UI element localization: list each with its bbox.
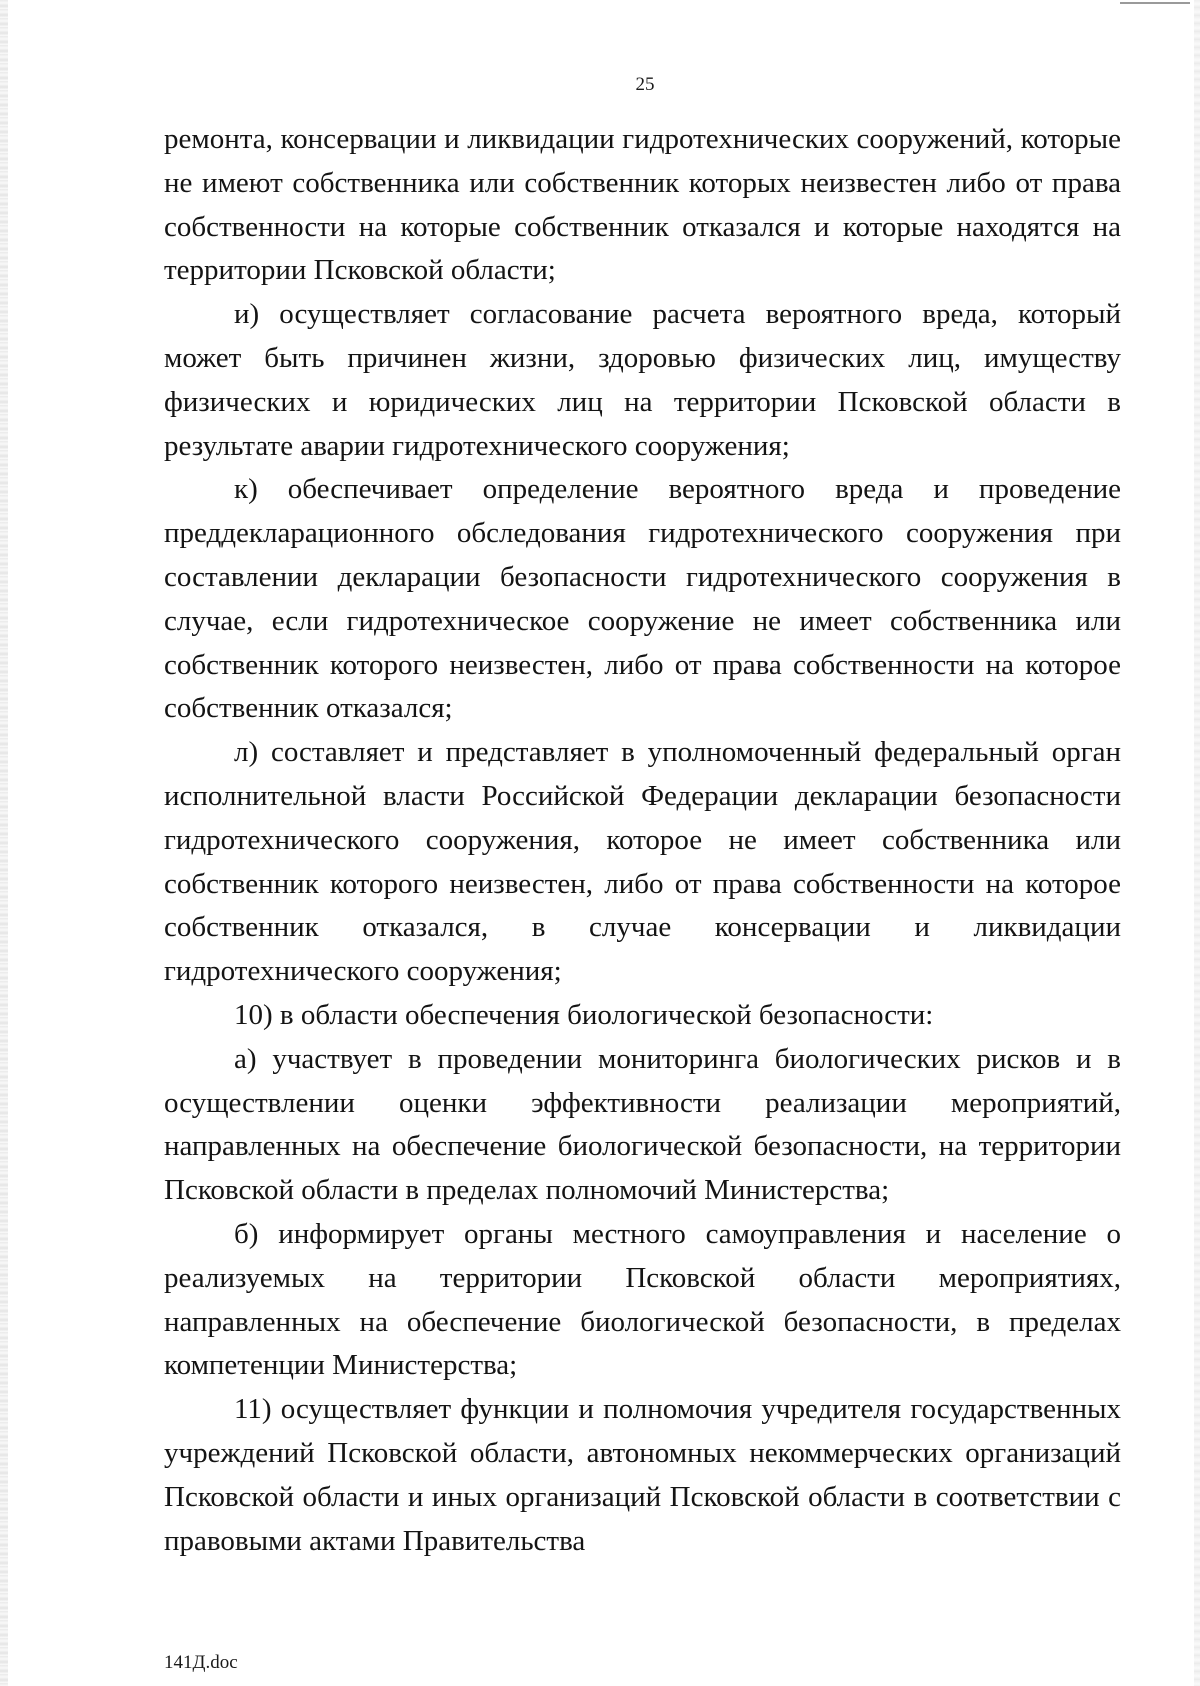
- paragraph-item-a: а) участвует в проведении мониторинга биологических рисков и в осуществлении оценки эффективности реализации мероприятий, направленных на обеспечение биологической безопасности, на территории Псковской области в пределах полномочий Министерства;: [164, 1042, 1121, 1207]
- paragraph-item-b: б) информирует органы местного самоуправления и население о реализуемых на территории Псковской области мероприятиях, направленных на обеспечение биологической безопасности, в пределах компетенции Министерства;: [164, 1217, 1121, 1382]
- document-body: [164, 118, 1121, 1563]
- footer-filename: 141Д.doc: [164, 1652, 238, 1673]
- paragraph-item-l: л) составляет и представляет в уполномоченный федеральный орган исполнительной власти Российской Федерации декларации безопасности гидротехнического сооружения, которое не имеет собственника или собственник которого неизвестен, либо от права собственности на которое собственник отказался, в случае консервации и ликвидации гидротехнического сооружения;: [164, 736, 1121, 988]
- page-number: 25: [635, 74, 655, 95]
- paragraph-continuation: ремонта, консервации и ликвидации гидротехнических сооружений, которые не имеют собственника или собственник которых неизвестен либо от права собственности на которые собственник отказался и которые находятся на территории Псковской области;: [164, 123, 1121, 287]
- paragraph-item-k: к) обеспечивает определение вероятного вреда и проведение преддекларационного обследования гидротехнического сооружения при составлении декларации безопасности гидротехнического сооружения в случае, если гидротехническое сооружение не имеет собственника или собственник которого неизвестен, либо от права собственности на которое собственник отказался;: [164, 473, 1121, 725]
- paragraph-item-i: и) осуществляет согласование расчета вероятного вреда, который может быть причинен жизни, здоровью физических лиц, имуществу физических и юридических лиц на территории Псковской области в результате аварии гидротехнического сооружения;: [164, 298, 1121, 462]
- paragraph-section-11: 11) осуществляет функции и полномочия учредителя государственных учреждений Псковской области, автономных некоммерческих организаций Псковской области и иных организаций Псковской области в соответствии с правовыми актами Правительства: [164, 1393, 1121, 1557]
- scan-corner-mark: [1120, 2, 1190, 4]
- paragraph-section-10: 10) в области обеспечения биологической безопасности:: [234, 998, 934, 1031]
- scan-edge-left: [0, 0, 8, 1686]
- scan-edge-right: [1194, 0, 1200, 1686]
